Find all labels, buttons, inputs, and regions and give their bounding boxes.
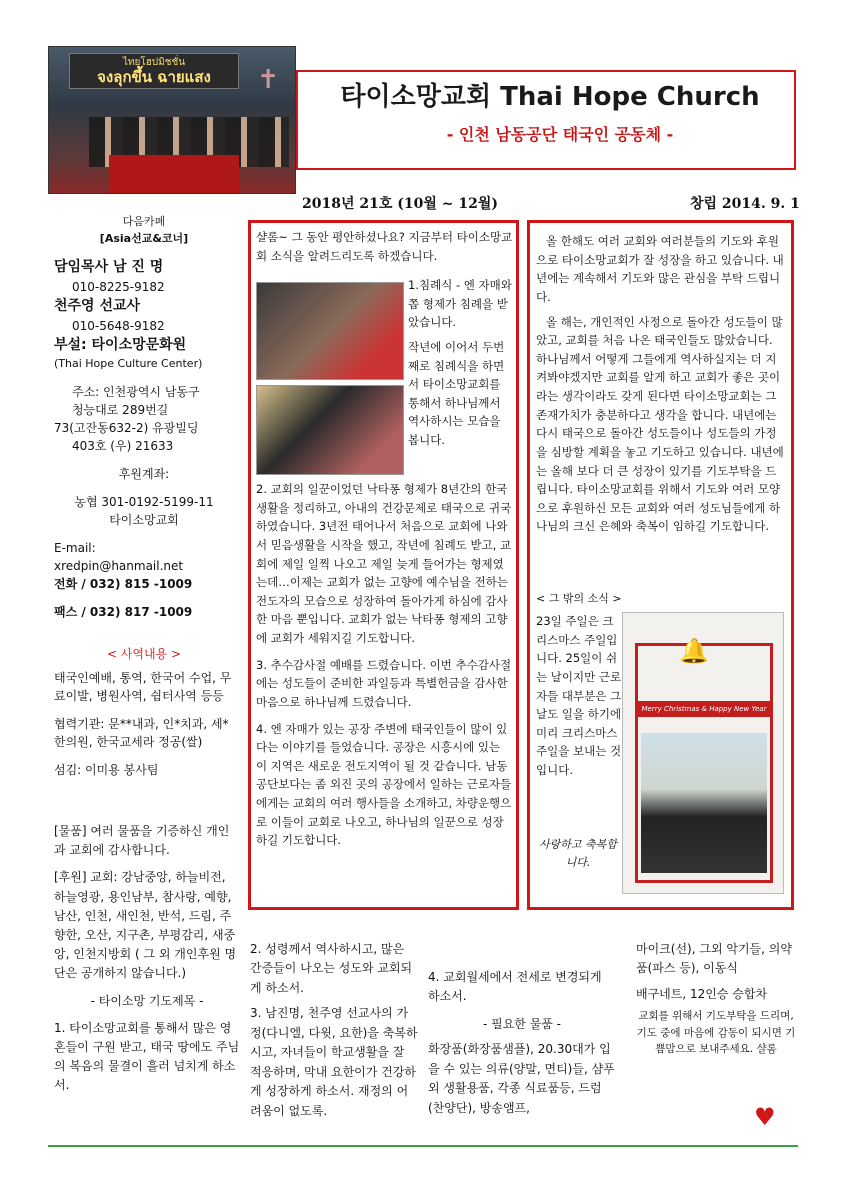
photo-banner-main: จงลุกขึ้น ฉายแสง	[97, 68, 211, 86]
prayer-column-3	[428, 940, 616, 1118]
sidebar-lower	[54, 822, 240, 1095]
card-ribbon: Merry Christmas & Happy New Year	[637, 701, 771, 717]
needs-column	[636, 940, 796, 1057]
ministry-text: 태국인예배, 통역, 한국어 수업, 무료이발, 병원사역, 쉼터사역 등등	[54, 670, 232, 703]
page-title: 타이소망교회 Thai Hope Church	[340, 82, 760, 112]
ministry-heading: < 사역내용 >	[106, 646, 182, 661]
photo-table	[109, 155, 239, 194]
prayer-item-3: 3. 남진명, 천주영 선교사의 가정(다니엘, 다윗, 요한)을 축복하시고, 자녀들이 학교생활을 잘 적응하며, 막내 요한이가 건강하게 성장하게 하소서. 재정의 어려움이 없도록.	[250, 1006, 418, 1118]
founded-date: 창립 2014. 9. 1	[690, 196, 800, 212]
cross-icon: ✝	[257, 65, 279, 95]
page-subtitle: - 인천 남동공단 태국인 공동체 -	[446, 125, 674, 144]
dept-en: (Thai Hope Culture Center)	[54, 357, 203, 370]
needs-text: 화장품(화장품샘플), 20.30대가 입을 수 있는 의류(양말, 면티)들, 샴푸외 생활용품, 각종 식료품등, 드럼(찬양단), 방송앰프,	[428, 1042, 615, 1115]
baptism-photo-1	[256, 282, 404, 380]
baptism-photo-2	[256, 385, 404, 475]
sidebar	[54, 214, 234, 779]
prayer-heading: - 타이소망 기도제목 -	[90, 993, 204, 1008]
partners-text: 협력기관: 문**내과, 인*치과, 세*한의원, 한국교세라 정공(쌀)	[54, 716, 229, 749]
pastor-phone: 010-8225-9182	[72, 280, 165, 294]
email-link[interactable]: xredpin@hanmail.net	[54, 558, 184, 573]
greeting-text: 샬롬~ 그 동안 평안하셨나요? 지금부터 타이소망교회 소식을 알려드리도록 하겠습니다.	[256, 230, 513, 263]
closing-greeting: 사랑하고 축복합니다.	[539, 838, 617, 869]
photo-banner-top: ไทยโฮปมิชชั่น	[122, 57, 186, 68]
address-line4: 403호 (우) 21633	[72, 438, 174, 453]
news-item-4: 4. 엔 자매가 있는 공장 주변에 태국인들이 많이 있다는 이야기를 들었습니다. 공장은 시흥시에 있는 이 지역은 새로운 전도지역이 될 것 같습니다. 남동공단보다는 좀 외진 곳의 공장에서 일하는 근로자들에게는 교회의 여러 행사들을 소개하고, 차량운행으로 이들이 교회로 나오고, 하나님의 일꾼으로 성장하길 기도합니다.	[256, 721, 512, 848]
other-news-label: < 그 밖의 소식 >	[536, 592, 622, 605]
photo-banner	[69, 53, 239, 89]
message-text	[536, 232, 786, 542]
prayer-column-2	[250, 940, 418, 1121]
needs-text-3: 배구네트, 12인승 승합차	[636, 986, 768, 1001]
issue-number: 2018년 21호 (10월 ~ 12월)	[302, 196, 498, 212]
news-item-2: 2. 교회의 일꾼이었던 낙타퐁 형제가 8년간의 한국생활을 정리하고, 아내의 건강문제로 태국으로 귀국하였습니다. 3년전 태어나서 처음으로 교회에 나와서 믿음생활을 시작을 했고, 작년에 침례도 받고, 교회에 제일 일찍 나오고 제일 늦게 들어가는 형제였는데…이제는 교회가 없는 고향에 예수님을 전하는 전도자의 모습으로 성장하여 돌아가게 하심에 감사한 마음 뿐입니다. 교회가 없는 낙타퐁 형제의 고향에 교회가 세워지길 기도합니다.	[256, 482, 512, 645]
cafe-line1: 다음카페	[122, 215, 166, 228]
church-group-photo	[48, 46, 296, 194]
christmas-text: 23일 주일은 크리스마스 주일입니다. 25일이 쉬는 날이지만 근로자들 대부분은 그날도 일을 하기에 미리 크리스마스 주일을 보내는 것입니다.	[536, 614, 622, 777]
footer-rule	[48, 1145, 798, 1147]
baptism-text	[408, 276, 514, 450]
supporters-text: [후원] 교회: 강남중앙, 하늘비전, 하늘영광, 용인남부, 참사랑, 예향, 남산, 인천, 새인천, 반석, 드림, 주향한, 오산, 지구촌, 부평감리, 새중앙, 인천지방회 ( 그 외 개인후원 명단은 공개하지 않습니다.)	[54, 870, 237, 981]
prayer-item-4: 4. 교회월세에서 전세로 변경되게 하소서.	[428, 970, 602, 1004]
needs-text-2: 마이크(선), 그외 악기들, 의약품(파스 등), 이동식	[636, 942, 792, 976]
address-line1: 주소: 인천광역시 남동구	[72, 384, 200, 399]
prayer-item-1: 1. 타이소망교회를 통해서 많은 영혼들이 구원 받고, 태국 땅에도 주님의 복음의 물결이 흘러 넘치게 하소서.	[54, 1020, 240, 1093]
donation-items-text: [물품] 여러 물품을 기증하신 개인과 교회에 감사합니다.	[54, 824, 230, 858]
message-para-2: 올 해는, 개인적인 사정으로 돌아간 성도들이 많았고, 교회를 처음 나온 태국인들도 많았습니다. 하나님께서 어떻게 그들에게 역사하실지는 더 지켜봐야겠지만 교회를 알게 하고 교회가 좋은 곳이라는 생각이라도 갖게 된다면 타이소망교회는 그 존재가치가 충분하다고 생각을 합니다. 내년에는 다시 태국으로 돌아간 성도들이나 성도들의 가정을 심방할 계획을 놓고 기도하고 있습니다. 내년에는 올해 보다 더 큰 성장이 있기를 기도부탁을 드립니다. 타이소망교회를 위해서 기도와 여러 모양으로 후원하신 모든 교회와 여러 성도님들에게 하나님의 크신 은혜와 축복이 임하길 기도합니다.	[536, 314, 784, 534]
phone-number: 전화 / 032) 815 -1009	[54, 576, 193, 591]
email-label: E-mail:	[54, 540, 96, 555]
news-item-3: 3. 추수감사절 예배를 드렸습니다. 이번 추수감사절에는 성도들이 준비한 과일등과 특별헌금을 감사한 마음으로 하나님께 드렸습니다.	[256, 657, 512, 709]
baptism-item-2: 작년에 이어서 두번째로 침례식을 하면서 타이소망교회를 통해서 하나님께서 역사하시는 모습을 봅니다.	[408, 339, 505, 447]
prayer-item-2: 2. 성령께서 역사하시고, 많은 간증들이 나오는 성도와 교회되게 하소서.	[250, 942, 413, 995]
account-number: 농협 301-0192-5199-11	[74, 494, 214, 509]
address-line3: 73(고잔동632-2) 유광빌딩	[54, 420, 199, 435]
fax-number: 팩스 / 032) 817 -1009	[54, 604, 193, 619]
helper-text: 섬김: 이미용 봉사팀	[54, 762, 159, 777]
dept-name: 부설: 타이소망문화원	[54, 337, 187, 353]
pastor-title: 담임목사 남 진 명	[54, 259, 164, 275]
address-line2: 청능대로 289번길	[72, 402, 169, 417]
heart-icon: ♥	[754, 1103, 776, 1131]
needs-heading: - 필요한 물품 -	[482, 1016, 562, 1031]
missionary-title: 천주영 선교사	[54, 298, 141, 314]
cafe-line2: [Asia선교&코너]	[99, 231, 189, 245]
message-para-1: 올 한해도 여러 교회와 여러분들의 기도와 후원으로 타이소망교회가 잘 성장을 하고 있습니다. 내년에는 계속해서 기도와 많은 관심을 부탁 드립니다.	[536, 234, 784, 304]
account-name: 타이소망교회	[109, 512, 179, 527]
family-photo	[641, 733, 767, 873]
missionary-phone: 010-5648-9182	[72, 319, 165, 333]
christmas-card-photo	[622, 612, 784, 894]
prayer-request: 교회를 위해서 기도부탁을 드리며, 기도 중에 마음에 감동이 되시면 기쁨맘으로 보내주세요. 샬롬	[636, 1010, 796, 1055]
account-label: 후원계좌:	[118, 466, 170, 481]
baptism-item: 1.침례식 - 엔 자매와 쫍 형제가 침례을 받았습니다.	[408, 278, 512, 330]
news-items	[256, 480, 514, 858]
bell-icon: 🔔	[679, 637, 709, 665]
